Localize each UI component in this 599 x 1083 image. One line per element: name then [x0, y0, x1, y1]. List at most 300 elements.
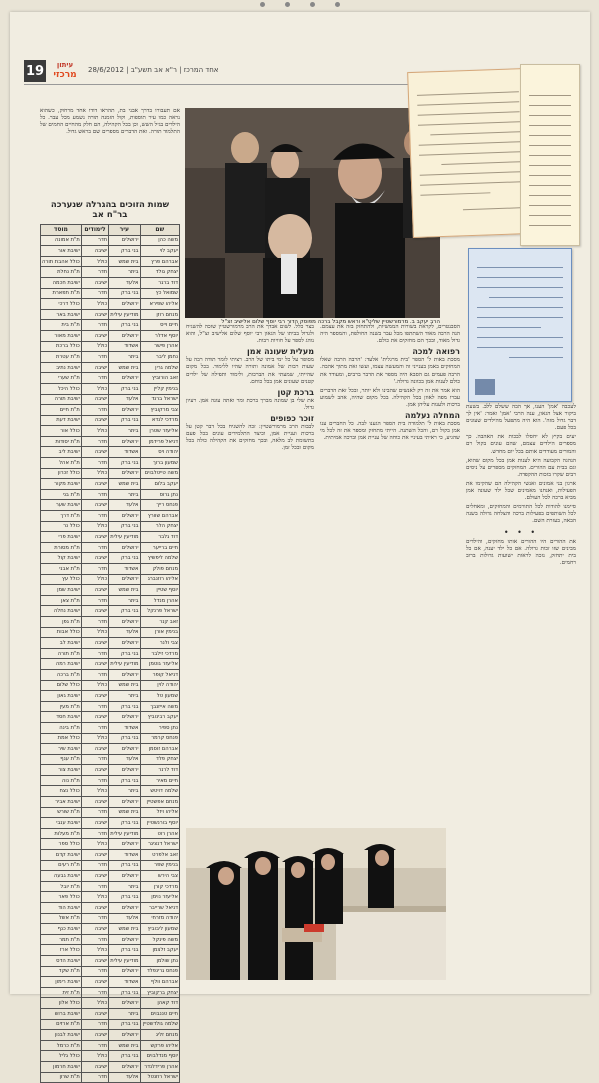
col-c-paragraph-2: יעים בקיץ לא יחסלו לבכות את האהבה. כך מספרים הילדים עצמם, שהם עונים בקול רם והמורים מעודדים אותם בכל יום מחדש. [466, 434, 576, 455]
table-cell: ישיבה [81, 277, 108, 288]
table-cell: בני ברק [109, 246, 140, 257]
table-cell: בני ברק [109, 775, 140, 786]
table-cell: ת"ת שורש [41, 807, 82, 818]
table-cell: ישיבה [81, 765, 108, 776]
col-a-paragraph-1: בצר כלל. לשום אבדך את הרב מרמורשטיין שזכה להשגיח ולגדול בביתו של הגאון רבי יוסף שלום אלישיב זצ"ל, והוא נוהג לספר על חוויות רבות. [186, 324, 314, 345]
table-cell: ישיבה [81, 638, 108, 649]
table-cell: ירושלים [109, 998, 140, 1009]
table-cell: כולל [81, 574, 108, 585]
table-cell: חדר [81, 405, 108, 416]
table-cell: אליהו שפירא [140, 299, 179, 310]
table-cell: ישיבת חרמון [41, 1061, 82, 1072]
table-cell: ת"ת יסודות [41, 436, 82, 447]
table-cell: שלמה גרין [140, 362, 179, 373]
table-cell: ת"ת אשל [41, 913, 82, 924]
table-row [41, 1030, 180, 1041]
table-cell: בני ברק [109, 1051, 140, 1062]
table-row [41, 924, 180, 935]
table-cell: חיים טננבוים [140, 1008, 179, 1019]
table-cell: ישיבת נתיב [41, 362, 82, 373]
table-cell: ת"ת תפארת [41, 288, 82, 299]
table-row [41, 850, 180, 861]
table-cell: ת"ת נחלת [41, 267, 82, 278]
table-row [41, 839, 180, 850]
table-cell: ת"ת אמונה [41, 235, 82, 246]
table-cell: ירושלים [109, 871, 140, 882]
table-cell: פנחס קרמר [140, 733, 179, 744]
table-cell: ישיבה [81, 246, 108, 257]
table-cell: ת"ת ארזים [41, 1019, 82, 1030]
table-row [41, 616, 180, 627]
table-cell: דניאל שרייבר [140, 903, 179, 914]
table-cell: דוד גלבר [140, 532, 179, 543]
table-cell: מודיעין עילית [109, 955, 140, 966]
table-cell: ישראל פרנקל [140, 606, 179, 617]
table-cell: משה טייטלבוים [140, 468, 179, 479]
table-row [41, 511, 180, 522]
table-cell: חדר [81, 807, 108, 818]
header-city: עיר [109, 225, 140, 236]
table-cell: ירושלים [109, 299, 140, 310]
table-cell: יהודה ויס [140, 447, 179, 458]
table-cell: כולל [81, 468, 108, 479]
table-cell: חדר [81, 987, 108, 998]
col-a-paragraph-4: לבבות הרב מרמורשטיין: זכה להשגיח בכל דבר קטן על ברכות ועניית אמן, וכיצד התלמידים עונים בכל פעם בתשומת לב מלאה, ובכך מחזקים את הקהילה כולה בכל מקום ובכל זמן. [186, 424, 314, 452]
table-cell: ת"ת תורה [41, 648, 82, 659]
col-a-heading-2: ברכת קטן [277, 387, 314, 397]
table-cell: חדר [81, 669, 108, 680]
table-cell: ישיבת גאון [41, 691, 82, 702]
table-cell: יצחק ברקוביץ [140, 987, 179, 998]
table-row [41, 468, 180, 479]
table-cell: כולל דרכי [41, 299, 82, 310]
table-cell: חדר [81, 701, 108, 712]
table-cell: בני ברק [109, 320, 140, 331]
table-cell: ירושלים [109, 373, 140, 384]
table-cell: חדר [81, 616, 108, 627]
table-row [41, 818, 180, 829]
table-cell: בית שמש [109, 362, 140, 373]
table-cell: חדר [81, 722, 108, 733]
table-cell: בנימין שפר [140, 860, 179, 871]
table-cell: ת"ת שרון [41, 1072, 82, 1083]
table-row [41, 479, 180, 490]
table-cell: יעקב רבינוביץ [140, 712, 179, 723]
table-cell: חדר [81, 934, 108, 945]
table-cell: חדר [81, 595, 108, 606]
table-cell: חדר [81, 458, 108, 469]
table-row [41, 256, 180, 267]
table-row [41, 320, 180, 331]
table-cell: בנימין קליין [140, 383, 179, 394]
table-cell: מנחם פולק [140, 564, 179, 575]
table-cell: ת"ת אבני [41, 564, 82, 575]
table-cell: אלעד [109, 913, 140, 924]
table-row [41, 1061, 180, 1072]
table-cell: ירושלים [109, 966, 140, 977]
table-cell: כולל אור [41, 426, 82, 437]
table-row [41, 648, 180, 659]
table-cell: ת"ת שערי [41, 373, 82, 384]
table-cell: ת"ת אהל [41, 458, 82, 469]
col-a-paragraph-3: את שלי בן שמונה מברך ברכת ומר ואתה עונה אמן. רעיון גדול. [186, 397, 314, 411]
table-title: שמות הזוכים בהגרלה שנערכה בר"ח אב [50, 200, 170, 220]
table-row [41, 1008, 180, 1019]
table-cell: שלמה דויטש [140, 786, 179, 797]
table-cell: ירושלים [109, 616, 140, 627]
table-cell: ישיבה [81, 871, 108, 882]
table-cell: יצחק גולד [140, 267, 179, 278]
table-row [41, 881, 180, 892]
table-cell: בני ברק [109, 415, 140, 426]
table-cell: ישיבת שמן [41, 585, 82, 596]
table-row [41, 235, 180, 246]
table-cell: חדר [81, 489, 108, 500]
table-row [41, 246, 180, 257]
table-cell: ירושלים [109, 542, 140, 553]
table-cell: מנחם רוזן [140, 309, 179, 320]
table-cell: ישיבת לבנון [41, 1030, 82, 1041]
intro-paragraph: אם תעבורו בדרך אבני בת, תהראו דודו אחד מרחוק, כשהוא נראה כמו עיר תוספות, וקול הזמנה תורה נשמע מכל עבר. כל הילדים בגיל השש, וכן בכל הקהילה, הם חלק מהחיים החמים של התלמוד תורה. ואת הדברים מספרים שם בראש גדול. [40, 108, 180, 136]
table-cell: זאב קנר [140, 616, 179, 627]
table-row [41, 606, 180, 617]
table-cell: ירושלים [109, 638, 140, 649]
table-row [41, 564, 180, 575]
table-cell: יוסף אדלר [140, 330, 179, 341]
table-cell: שלמה ליפשיץ [140, 553, 179, 564]
table-cell: מרדכי לנדא [140, 415, 179, 426]
table-cell: ישיבה [81, 394, 108, 405]
table-header-row [41, 225, 180, 236]
top-photo [185, 108, 440, 318]
table-cell: כולל גליל [41, 1051, 82, 1062]
col-a-heading-3: זוכר כפופים [270, 414, 314, 424]
table-cell: אהרן פרידלנדר [140, 1061, 179, 1072]
table-cell: ת"ת ענף [41, 754, 82, 765]
table-row [41, 352, 180, 363]
table-cell: אלעד [109, 754, 140, 765]
table-cell: בני ברק [109, 458, 140, 469]
table-cell: חדר [81, 436, 108, 447]
table-cell: ירושלים [109, 405, 140, 416]
table-cell: אלעד [109, 1072, 140, 1083]
table-row [41, 532, 180, 543]
table-cell: ת"ת מעין [41, 701, 82, 712]
table-cell: דוד לרנר [140, 765, 179, 776]
table-cell: ישיבה [81, 330, 108, 341]
brand-logo [50, 60, 80, 82]
table-cell: חדר [81, 648, 108, 659]
table-cell: ישיבה [81, 955, 108, 966]
table-cell: ביתר [109, 352, 140, 363]
table-cell: יהודה לוין [140, 680, 179, 691]
table-cell: ביתר [109, 489, 140, 500]
table-cell: בני ברק [109, 733, 140, 744]
table-cell: כולל [81, 680, 108, 691]
table-cell: צבי מרקוביץ [140, 405, 179, 416]
table-cell: כולל [81, 945, 108, 956]
table-cell: אשדוד [109, 564, 140, 575]
table-cell: ישיבה [81, 532, 108, 543]
handwritten-letter-1 [407, 68, 533, 238]
table-cell: מודיעין עילית [109, 828, 140, 839]
table-cell: ת"ת ברכה [41, 669, 82, 680]
table-cell: ירושלים [109, 468, 140, 479]
table-cell: יוסף שטיין [140, 585, 179, 596]
table-cell: ת"ת צאן [41, 595, 82, 606]
table-cell: ישיבה [81, 903, 108, 914]
table-cell: ישיבת הוד [41, 903, 82, 914]
table-cell: כולל היכל [41, 383, 82, 394]
table-cell: דניאל קופר [140, 669, 179, 680]
table-row [41, 341, 180, 352]
table-cell: ירושלים [109, 436, 140, 447]
table-row [41, 977, 180, 988]
table-cell: חיים ברייער [140, 542, 179, 553]
table-cell: פנחס גרינפלד [140, 966, 179, 977]
col-c-paragraph-1: לעכבה 'אמן' הענו, אך הבה ששלם ללב. בשעת ביקור אצל הגאון, ענה הרבי 'אמן' ואמר: 'אין לך דבר גדול מזה'. הוא היה מתפעל מהילדים שעונים בכל פעם. [466, 404, 576, 432]
table-cell: כולל נצח [41, 786, 82, 797]
table-cell: ישיבה [81, 712, 108, 723]
table-cell: ישיבת שער [41, 500, 82, 511]
table-cell: בית שמש [109, 924, 140, 935]
table-cell: ישראל ברנד [140, 394, 179, 405]
table-row [41, 489, 180, 500]
winners-table [40, 224, 180, 1083]
table-cell: כולל פאר [41, 892, 82, 903]
table-cell: כולל [81, 383, 108, 394]
table-cell: ישיבה [81, 362, 108, 373]
table-cell: ישיבה [81, 447, 108, 458]
table-cell: חדר [81, 320, 108, 331]
table-cell: ת"ת כרמל [41, 1040, 82, 1051]
table-cell: מודיעין עילית [109, 309, 140, 320]
bottom-photo [186, 828, 446, 980]
table-cell: ת"ת מסורת [41, 542, 82, 553]
table-row [41, 458, 180, 469]
table-cell: חדר [81, 373, 108, 384]
table-cell: ירושלים [109, 1030, 140, 1041]
table-row [41, 521, 180, 532]
table-cell: ישיבת חסד [41, 712, 82, 723]
newspaper-page [10, 12, 590, 1081]
table-cell: ת"ת עטרת [41, 352, 82, 363]
table-row [41, 405, 180, 416]
table-cell: ישיבה [81, 500, 108, 511]
stamp-icon [475, 379, 495, 395]
table-cell: חדר [81, 1040, 108, 1051]
table-row [41, 987, 180, 998]
table-cell: כולל [81, 299, 108, 310]
table-row [41, 1040, 180, 1051]
table-cell: יעקב זלצמן [140, 945, 179, 956]
table-cell: יעקב בלום [140, 479, 179, 490]
table-cell: ישיבת שיר [41, 744, 82, 755]
table-cell: בני ברק [109, 521, 140, 532]
table-cell: דוד קאהן [140, 998, 179, 1009]
table-cell: ישיבת חכמה [41, 277, 82, 288]
table-row [41, 712, 180, 723]
table-cell: חדר [81, 754, 108, 765]
table-row [41, 765, 180, 776]
table-row [41, 288, 180, 299]
table-cell: חדר [81, 913, 108, 924]
table-cell: ירושלים [109, 511, 140, 522]
table-cell: ביתר [109, 267, 140, 278]
handwritten-letter-3 [468, 248, 572, 402]
table-cell: ישיבת לב [41, 638, 82, 649]
table-cell: ישיבה [81, 606, 108, 617]
table-cell: בני ברק [109, 945, 140, 956]
table-row [41, 669, 180, 680]
table-cell: ישיבת ענבי [41, 818, 82, 829]
table-cell: ביתר [109, 691, 140, 702]
article-column-a [186, 324, 314, 824]
table-cell: מנחם אפשטיין [140, 797, 179, 808]
table-row [41, 415, 180, 426]
table-cell: ישיבת דעת [41, 415, 82, 426]
header-study: לימודים [81, 225, 108, 236]
table-cell: יצחק הלר [140, 521, 179, 532]
table-row [41, 553, 180, 564]
table-cell: אברהם שוורץ [140, 511, 179, 522]
table-cell: אהרן פישר [140, 341, 179, 352]
table-cell: חדר [81, 860, 108, 871]
table-cell: אלעד [109, 394, 140, 405]
table-cell: אלעד [109, 277, 140, 288]
table-cell: כולל שלום [41, 680, 82, 691]
table-cell: כולל [81, 1051, 108, 1062]
table-cell: משה כהן [140, 235, 179, 246]
table-cell: ישיבת הדס [41, 955, 82, 966]
table-cell: ירושלים [109, 574, 140, 585]
table-cell: חיים מאיר [140, 775, 179, 786]
table-cell: ישיבה [81, 1061, 108, 1072]
table-cell: ירושלים [109, 1061, 140, 1072]
table-row [41, 680, 180, 691]
col-b-paragraph-3: הוא אמר את זה רק לאנשים שהבינו ולא יותר, ובכל זאת הדברים עברו מפה לאוזן בכל הקהילה. בכל מקום שהיה, אהב לשמוע ברכות ולענות עליהן אמן. [320, 387, 460, 408]
col-c-paragraph-5: סיימנו להודות לכל התורמים והמחזקים, ומאחלים לכל השותפים בפעילות ברכה והצלחה גדולה בשנה הבאה, בעזרת השם. [466, 504, 576, 525]
table-cell: בני ברק [109, 818, 140, 829]
table-cell: ישיבת תורה [41, 394, 82, 405]
table-cell: ת"ת גפן [41, 616, 82, 627]
table-row [41, 1051, 180, 1062]
table-cell: בית שמש [109, 1040, 140, 1051]
col-b-heading-2: המחלה נעלמה [405, 411, 460, 421]
table-cell: בני ברק [109, 648, 140, 659]
table-cell: יעקב לוי [140, 246, 179, 257]
table-cell: בנימין אורן [140, 627, 179, 638]
table-cell: ישיבה [81, 691, 108, 702]
table-cell: ישיבת רמה [41, 659, 82, 670]
table-cell: ת"ת שקד [41, 966, 82, 977]
article-column-c [466, 404, 576, 978]
table-cell: כולל נר [41, 521, 82, 532]
table-cell: משה פינקל [140, 934, 179, 945]
table-cell: אברהם וולף [140, 977, 179, 988]
table-cell: בית שמש [109, 680, 140, 691]
table-cell: שמעון ברוך [140, 458, 179, 469]
table-row [41, 1072, 180, 1083]
table-cell: ישיבת מאור [41, 330, 82, 341]
table-cell: ירושלים [109, 797, 140, 808]
table-cell: ישיבת מקור [41, 479, 82, 490]
table-cell: זאב הורוביץ [140, 373, 179, 384]
handwritten-letter-2 [520, 64, 580, 246]
table-cell: כולל [81, 627, 108, 638]
col-b-paragraph-2: מסכת באות ל' הספר 'בית מרגלית' אלעד: 'הרבה הרבה שאלו המחזקים באמן בענייני זה והמעשה עצמו, ועשו זאת מתוך אהבה. הרבה פעמים גם הסבא היה מספר את הדבר ברבים, ומעודד את כולם לענות אמן בכוונה גדולה.' [320, 357, 460, 385]
table-cell: כולל [81, 341, 108, 352]
table-cell: ישיבה [81, 585, 108, 596]
table-cell: ישיבת רימון [41, 977, 82, 988]
table-cell: אשדוד [109, 341, 140, 352]
table-cell: אלעד [109, 627, 140, 638]
table-cell: מודיעין עילית [109, 659, 140, 670]
table-cell: אברהם זוסמן [140, 744, 179, 755]
table-cell: חדר [81, 1019, 108, 1030]
table-cell: חדר [81, 966, 108, 977]
table-row [41, 903, 180, 914]
table-cell: ירושלים [109, 235, 140, 246]
table-cell: חדר [81, 267, 108, 278]
date-line: אחד המרכז | ר"א אב תשע"ב | 28/6/2012 [88, 66, 219, 74]
table-cell: נתן שולמן [140, 955, 179, 966]
table-row [41, 722, 180, 733]
table-row [41, 330, 180, 341]
table-cell: כולל אבות [41, 627, 82, 638]
table-row [41, 786, 180, 797]
table-cell: בני ברק [109, 860, 140, 871]
table-cell: בני ברק [109, 383, 140, 394]
table-row [41, 447, 180, 458]
winners-table-section [40, 200, 180, 1081]
table-cell: ישיבה [81, 797, 108, 808]
table-cell: כולל [81, 521, 108, 532]
table-cell: ישיבת ליב [41, 447, 82, 458]
table-cell: ת"ת זית [41, 987, 82, 998]
table-cell: אליהו רוזנברג [140, 574, 179, 585]
table-cell: ישיבת כנף [41, 924, 82, 935]
table-cell: ת"ת חיים [41, 405, 82, 416]
table-cell: ירושלים [109, 903, 140, 914]
table-cell: חיים וייס [140, 320, 179, 331]
table-cell: בני ברק [109, 553, 140, 564]
table-cell: כולל זכרון [41, 468, 82, 479]
table-cell: מרדכי קורן [140, 881, 179, 892]
table-row [41, 691, 180, 702]
table-row [41, 913, 180, 924]
table-cell: שמואל כץ [140, 288, 179, 299]
table-cell: נתן ספיר [140, 722, 179, 733]
table-cell: כולל אלון [41, 998, 82, 1009]
table-row [41, 733, 180, 744]
table-row [41, 955, 180, 966]
table-cell: ישיבה [81, 1030, 108, 1041]
table-cell: ת"ת תמר [41, 934, 82, 945]
table-cell: זאב אלפרט [140, 850, 179, 861]
table-cell: ישיבת אור [41, 246, 82, 257]
table-cell: ישיבת צור [41, 765, 82, 776]
table-row [41, 267, 180, 278]
table-cell: בני ברק [109, 606, 140, 617]
table-cell: חדר [81, 564, 108, 575]
table-cell: ישיבת באר [41, 309, 82, 320]
table-row [41, 436, 180, 447]
table-row [41, 299, 180, 310]
table-cell: יוסף בורנשטיין [140, 818, 179, 829]
table-cell: כולל ארז [41, 945, 82, 956]
table-row [41, 659, 180, 670]
